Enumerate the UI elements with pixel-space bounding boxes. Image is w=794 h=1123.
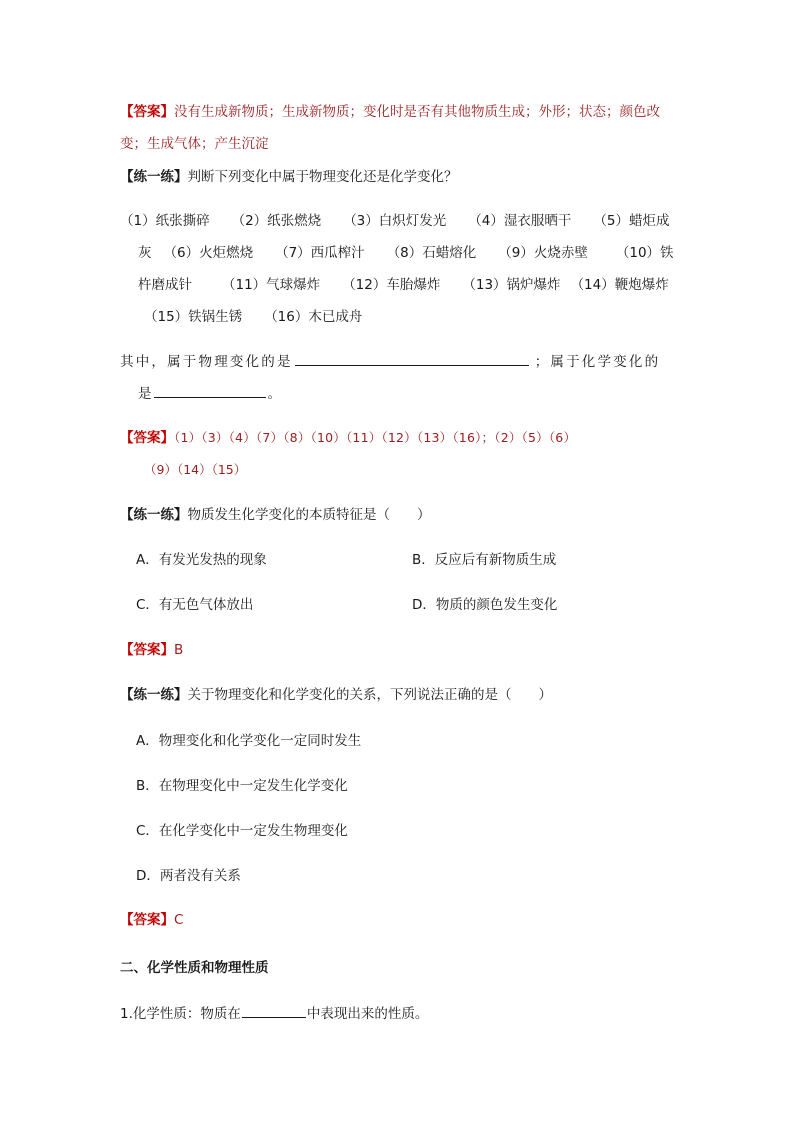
- practice-tag: 【练一练】: [120, 507, 188, 523]
- list-item: （13）锅炉爆炸: [462, 277, 561, 293]
- practice-2-option-d[interactable]: D．物质的颜色发生变化: [412, 597, 558, 613]
- practice-1-row-2: [138, 243, 674, 263]
- practice-3-option-a[interactable]: A．物理变化和化学变化一定同时发生: [136, 733, 362, 749]
- practice-3-option-b[interactable]: B．在物理变化中一定发生化学变化: [136, 778, 348, 794]
- answer-3-value: B: [174, 642, 184, 658]
- list-item: （16）木已成舟: [264, 309, 363, 325]
- answer-tag: 【答案】: [120, 104, 174, 120]
- practice-1-row-1: [120, 211, 669, 231]
- item-1-suffix: 中表现出来的性质。: [306, 1006, 429, 1022]
- answer-tag: 【答案】: [120, 642, 174, 658]
- list-item: （6）火炬燃烧: [163, 245, 254, 261]
- list-item: （10）铁: [615, 245, 674, 261]
- list-item: （12）车胎爆炸: [342, 277, 441, 293]
- answer-tag: 【答案】: [120, 912, 174, 928]
- list-item: （11）气球爆炸: [222, 277, 321, 293]
- practice-tag: 【练一练】: [120, 169, 188, 185]
- list-item: （7）西瓜榨汁: [275, 245, 365, 261]
- practice-2-option-b[interactable]: B．反应后有新物质生成: [412, 552, 557, 568]
- answer-2-text-1: （1）（3）（4）（7）（8）（10）（11）（12）（13）（16）；（2）（5）（6）: [174, 430, 577, 445]
- practice-2-option-a[interactable]: A．有发光发热的现象: [136, 552, 267, 568]
- answer-tag: 【答案】: [120, 430, 174, 446]
- chemical-property-blank[interactable]: [242, 1003, 306, 1018]
- practice-3-option-d[interactable]: D．两者没有关系: [136, 868, 241, 884]
- list-item: 杵磨成针: [138, 277, 192, 293]
- answer-1-line-1: [120, 102, 660, 122]
- practice-2-text: 物质发生化学变化的本质特征是（ ）: [187, 507, 431, 523]
- answer-2-line-2: （9）（14）（15）: [144, 462, 247, 477]
- practice-3-question: [120, 685, 552, 705]
- fill-end: 。: [267, 386, 281, 402]
- list-item: （8）石蜡熔化: [386, 245, 477, 261]
- practice-2-option-c[interactable]: C．有无色气体放出: [136, 597, 254, 613]
- answer-1-text-1: 没有生成新物质；生成新物质；变化时是否有其他物质生成；外形；状态；颜色改: [174, 104, 660, 120]
- list-item: （1）纸张撕碎: [120, 213, 210, 229]
- fill-prefix: 其中，属于物理变化的是: [120, 354, 293, 370]
- chemical-answer-blank[interactable]: [154, 383, 266, 398]
- list-item: （3）白炽灯发光: [343, 213, 447, 229]
- list-item: （15）铁锅生锈: [144, 309, 243, 325]
- list-item: （4）湿衣服晒干: [468, 213, 572, 229]
- list-item: （2）纸张燃烧: [231, 213, 322, 229]
- fill-middle: ；属于化学变化的: [534, 354, 661, 370]
- practice-tag: 【练一练】: [120, 687, 188, 703]
- physical-answer-blank[interactable]: [295, 351, 529, 366]
- answer-4-line: [120, 910, 183, 930]
- list-item: （5）蜡炬成: [593, 213, 670, 229]
- answer-2-line-1: [120, 428, 576, 448]
- practice-3-text: 关于物理变化和化学变化的关系，下列说法正确的是（ ）: [187, 687, 552, 703]
- list-item: （9）火烧赤壁: [498, 245, 588, 261]
- item-1-line: [120, 1003, 428, 1024]
- answer-4-value: C: [174, 912, 184, 928]
- section-2-heading: 二、化学性质和物理性质: [120, 960, 269, 976]
- fill-line-2: [138, 383, 281, 404]
- list-item: （14）鞭炮爆炸: [570, 277, 669, 293]
- item-1-prefix: 1.化学性质：物质在: [120, 1006, 241, 1022]
- fill-line-1: [120, 351, 660, 372]
- practice-3-option-c[interactable]: C．在化学变化中一定发生物理变化: [136, 823, 348, 839]
- practice-1-question: [120, 167, 458, 187]
- practice-1-row-4: [144, 307, 362, 327]
- list-item: 灰: [138, 245, 152, 261]
- fill-start: 是: [138, 386, 152, 402]
- answer-3-line: [120, 640, 183, 660]
- practice-1-text: 判断下列变化中属于物理变化还是化学变化？: [187, 169, 458, 185]
- practice-1-row-3: [138, 275, 669, 295]
- answer-1-line-2: 变；生成气体；产生沉淀: [120, 136, 269, 152]
- practice-2-question: [120, 505, 431, 525]
